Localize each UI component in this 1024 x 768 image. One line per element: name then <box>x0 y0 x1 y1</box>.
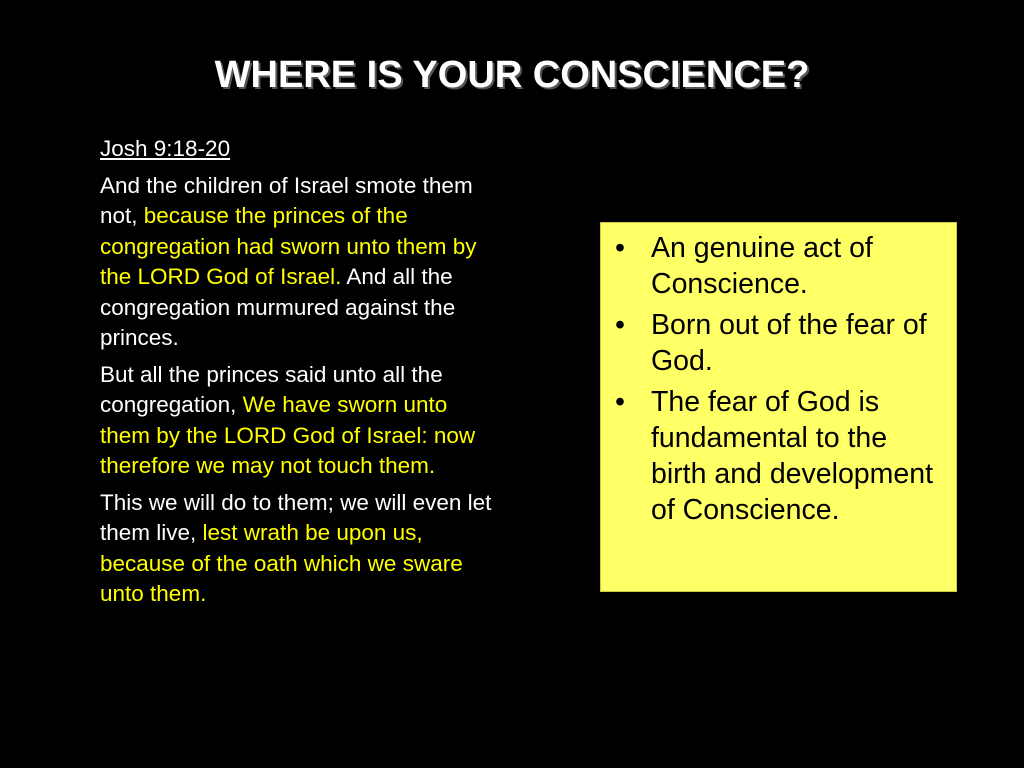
callout-item-text: An genuine act of Conscience. <box>651 232 873 300</box>
callout-list-item <box>615 307 948 379</box>
callout-list <box>615 230 948 528</box>
scripture-paragraph <box>100 171 492 354</box>
callout-list-item <box>615 230 948 302</box>
scripture-text: And all the congregation murmured against the princes. <box>100 264 456 350</box>
scripture-highlight: because the princes of the congregation had sworn unto them by the LORD God of Israel. <box>100 203 477 289</box>
scripture-passage <box>100 134 492 616</box>
bullet-icon: • <box>615 386 625 418</box>
slide-title: WHERE IS YOUR CONSCIENCE? <box>214 54 810 96</box>
scripture-reference <box>100 134 492 165</box>
bullet-icon: • <box>615 309 625 341</box>
scripture-reference-text: Josh 9:18-20 <box>100 136 231 161</box>
scripture-paragraph <box>100 360 492 482</box>
callout-item-text: The fear of God is fundamental to the birth and development of Conscience. <box>651 386 934 526</box>
scripture-text: This we will do to them; we will even let them live, <box>100 489 492 545</box>
bullet-icon: • <box>615 232 625 264</box>
callout-item-text: Born out of the fear of God. <box>651 309 927 377</box>
scripture-text: And the children of Israel smote them not, <box>100 172 473 228</box>
callout-list-item <box>615 384 948 528</box>
callout-box <box>600 222 957 592</box>
scripture-highlight: lest wrath be upon us, because of the oath which we sware unto them. <box>100 520 463 606</box>
scripture-paragraph <box>100 488 492 610</box>
scripture-text: But all the princes said unto all the congregation, <box>100 361 443 417</box>
scripture-highlight: We have sworn unto them by the LORD God of Israel: now therefore we may not touch them. <box>100 392 476 478</box>
